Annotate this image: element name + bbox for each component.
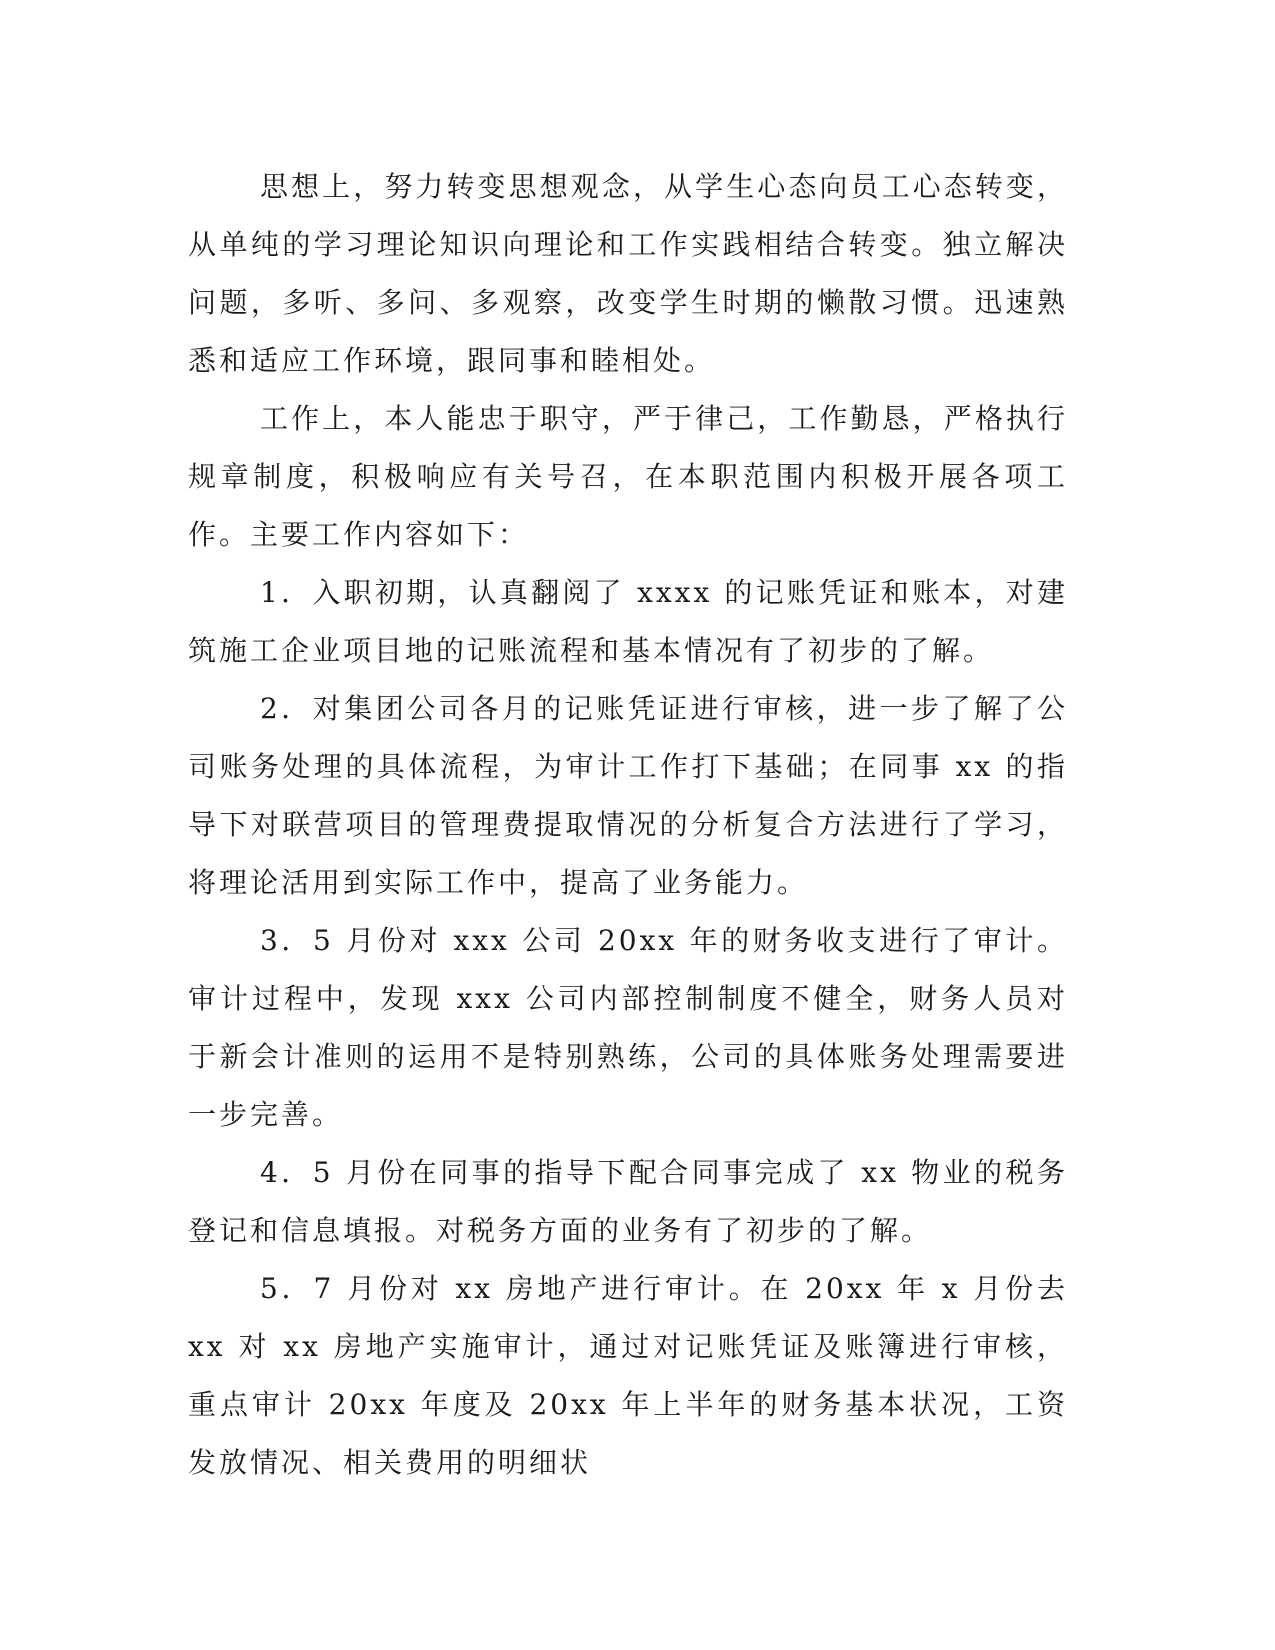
list-item-4: 4．5 月份在同事的指导下配合同事完成了 xx 物业的税务登记和信息填报。对税务方面的业务有了初步的了解。 <box>188 1156 1068 1247</box>
paragraph-work: 工作上，本人能忠于职守，严于律己，工作勤恳，严格执行规章制度，积极响应有关号召，在本职范围内积极开展各项工作。主要工作内容如下： <box>188 402 1068 551</box>
list-item-3: 3．5 月份对 xxx 公司 20xx 年的财务收支进行了审计。审计过程中，发现 xxx 公司内部控制制度不健全，财务人员对于新会计准则的运用不是特别熟练，公司的具体账务处理需要进一步完善。 <box>188 924 1068 1131</box>
list-item-2: 2．对集团公司各月的记账凭证进行审核，进一步了解了公司账务处理的具体流程，为审计工作打下基础；在同事 xx 的指导下对联营项目的管理费提取情况的分析复合方法进行了学习，将理论活用到实际工作中，提高了业务能力。 <box>188 692 1068 899</box>
paragraph-thinking: 思想上，努力转变思想观念，从学生心态向员工心态转变，从单纯的学习理论知识向理论和工作实践相结合转变。独立解决问题，多听、多问、多观察，改变学生时期的懒散习惯。迅速熟悉和适应工作环境，跟同事和睦相处。 <box>188 170 1068 377</box>
list-item-1: 1．入职初期，认真翻阅了 xxxx 的记账凭证和账本，对建筑施工企业项目地的记账流程和基本情况有了初步的了解。 <box>188 576 1068 667</box>
list-item-5: 5．7 月份对 xx 房地产进行审计。在 20xx 年 x 月份去 xx 对 xx 房地产实施审计，通过对记账凭证及账簿进行审核，重点审计 20xx 年度及 20xx 年上半年的财务基本状况，工资发放情况、相关费用的明细状 <box>188 1272 1068 1479</box>
document-body <box>188 158 1068 1492</box>
